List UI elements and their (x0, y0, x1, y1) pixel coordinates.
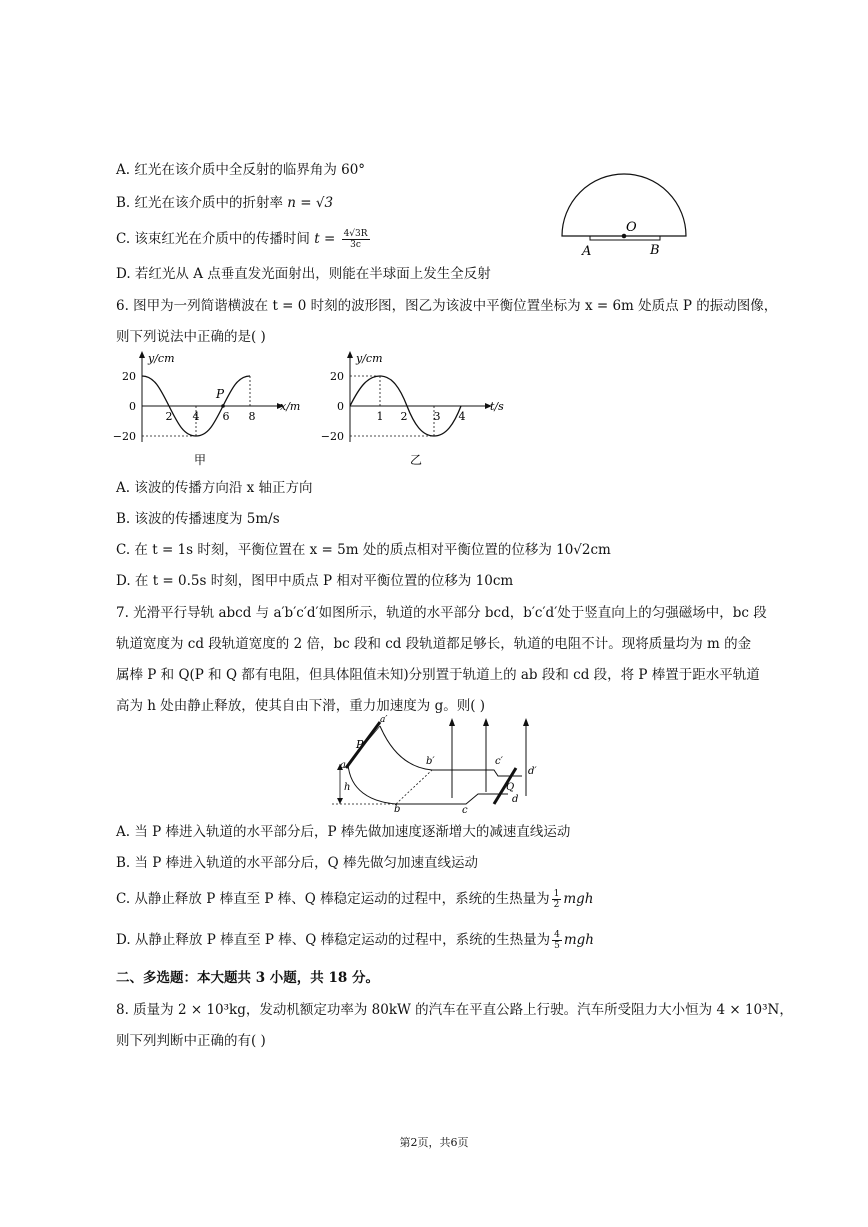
x-tick-4: 4 (192, 410, 200, 423)
x-tick-2: 2 (165, 410, 173, 423)
q7-option-d-suffix: mgh (563, 932, 594, 948)
q5-option-d: D. 若红光从 A 点垂直发光面射出，则能在半球面上发生全反射 (116, 266, 491, 282)
q6-stem-line2: 则下列说法中正确的是( ) (116, 329, 266, 345)
x-tick-1: 1 (376, 410, 384, 423)
q7-stem-line2: 轨道宽度为 cd 段轨道宽度的 2 倍，bc 段和 cd 段轨道都足够长，轨道的电阻不计。现将质量均为 m 的金 (116, 636, 752, 652)
q7-option-d-numerator: 4 (554, 930, 560, 940)
y-tick-20: 20 (330, 370, 344, 383)
q7-rail-figure (326, 714, 548, 814)
dashed-bb2 (396, 770, 432, 804)
label-d2: d′ (528, 766, 537, 777)
q7-option-c (116, 889, 594, 910)
q7-option-c-suffix: mgh (563, 891, 594, 907)
q7-stem-line3: 属棒 P 和 Q(P 和 Q 都有电阻，但具体阻值未知)分别置于轨道上的 ab 段和 cd 段，将 P 棒置于距水平轨道 (116, 667, 760, 683)
q6-stem-line1: 6. 图甲为一列简谐横波在 t = 0 时刻的波形图，图乙为该波中平衡位置坐标为 x = 6m 处质点 P 的振动图像， (116, 298, 778, 314)
q6-option-c: C. 在 t = 1s 时刻，平衡位置在 x = 5m 处的质点相对平衡位置的位移为 10√2cm (116, 542, 611, 558)
section-heading-multiple-choice: 二、多选题：本大题共 3 小题，共 18 分。 (116, 970, 379, 986)
label-c2: c′ (495, 756, 503, 767)
y-axis-label: y/cm (148, 352, 175, 365)
label-c: c (462, 805, 468, 814)
x-axis-label: t/s (490, 400, 504, 413)
label-b2: b′ (426, 756, 435, 767)
q5-option-c (116, 229, 372, 250)
q7-stem-line1: 7. 光滑平行导轨 abcd 与 a′b′c′d′如图所示，轨道的水平部分 bcd，b′c′d′处于竖直向上的匀强磁场中，bc 段 (116, 605, 767, 621)
x-tick-2: 2 (400, 410, 408, 423)
q7-option-c-text: C. 从静止释放 P 棒直至 P 棒、Q 棒稳定运动的过程中，系统的生热量为 (116, 891, 550, 907)
q5-option-c-text: C. 该束红光在介质中的传播时间 (116, 231, 315, 247)
point-p (221, 404, 225, 408)
label-d: d (512, 794, 519, 805)
height-arrow-down (337, 798, 343, 804)
q6-figure-jia (112, 348, 312, 470)
q7-option-a: A. 当 P 棒进入轨道的水平部分后，P 棒先做加速度逐渐增大的减速直线运动 (116, 824, 571, 840)
q7-option-c-fraction (552, 889, 562, 910)
q6-option-a: A. 该波的传播方向沿 x 轴正方向 (116, 480, 313, 496)
caption-yi: 乙 (409, 453, 423, 467)
field-arrow-3 (523, 718, 529, 726)
y-axis-label: y/cm (356, 352, 383, 365)
q6-figure-yi (320, 348, 520, 470)
q7-option-d-text: D. 从静止释放 P 棒直至 P 棒、Q 棒稳定运动的过程中，系统的生热量为 (116, 932, 551, 948)
x-tick-3: 3 (433, 410, 441, 423)
semicircle-outline (562, 174, 686, 236)
q5-option-b-text: B. 红光在该介质中的折射率 (116, 195, 288, 211)
label-o: O (626, 220, 637, 235)
label-a: a (340, 760, 346, 771)
y-tick-0: 0 (337, 400, 344, 413)
q8-stem-line1: 8. 质量为 2 × 10³kg，发动机额定功率为 80kW 的汽车在平直公路上行驶。汽车所受阻力大小恒为 4 × 10³N， (116, 1002, 793, 1018)
y-axis-arrow (347, 351, 353, 358)
q5-semicircle-figure (558, 168, 690, 260)
field-arrow-2 (483, 718, 489, 726)
q5-option-b-math: n = √3 (287, 195, 334, 211)
label-q: Q (506, 782, 515, 793)
y-tick-0: 0 (129, 400, 136, 413)
q5-option-c-numerator: 4√3R (343, 229, 368, 239)
q6-option-d: D. 在 t = 0.5s 时刻，图甲中质点 P 相对平衡位置的位移为 10cm (116, 573, 514, 589)
q5-option-c-fraction (342, 229, 370, 250)
x-tick-6: 6 (222, 410, 230, 423)
x-tick-8: 8 (248, 410, 256, 423)
label-a2: a′ (380, 715, 388, 725)
page-footer: 第2页，共6页 (399, 1136, 469, 1149)
label-a: A (582, 244, 592, 259)
q7-option-b: B. 当 P 棒进入轨道的水平部分后，Q 棒先做匀加速直线运动 (116, 855, 479, 871)
rail-a2b2c2d2 (380, 726, 522, 776)
label-b: B (650, 243, 660, 258)
y-tick-neg20: −20 (320, 430, 344, 443)
y-tick-20: 20 (122, 370, 136, 383)
q5-option-c-var: t = (314, 231, 340, 247)
label-b: b (394, 804, 401, 814)
y-tick-neg20: −20 (112, 430, 136, 443)
point-p-label: P (216, 387, 225, 401)
q5-option-a: A. 红光在该介质中全反射的临界角为 60° (116, 162, 366, 178)
q7-option-d-fraction (552, 930, 562, 951)
q7-option-c-numerator: 1 (553, 889, 560, 899)
q7-option-d (116, 930, 594, 951)
x-tick-4: 4 (458, 410, 466, 423)
label-p: P (356, 738, 364, 751)
caption-jia: 甲 (193, 453, 207, 467)
field-arrow-1 (449, 718, 455, 726)
x-axis-label: x/m (280, 400, 301, 413)
label-h: h (344, 782, 351, 793)
q6-option-b: B. 该波的传播速度为 5m/s (116, 511, 280, 527)
q8-stem-line2: 则下列判断中正确的有( ) (116, 1033, 266, 1049)
q7-option-d-denominator: 5 (554, 941, 560, 951)
q7-option-c-denominator: 2 (553, 900, 560, 910)
q5-option-c-denominator: 3c (350, 240, 361, 250)
y-axis-arrow (139, 351, 145, 358)
q7-stem-line4: 高为 h 处由静止释放，使其自由下滑，重力加速度为 g。则( ) (116, 698, 486, 714)
q5-option-b (116, 193, 333, 213)
